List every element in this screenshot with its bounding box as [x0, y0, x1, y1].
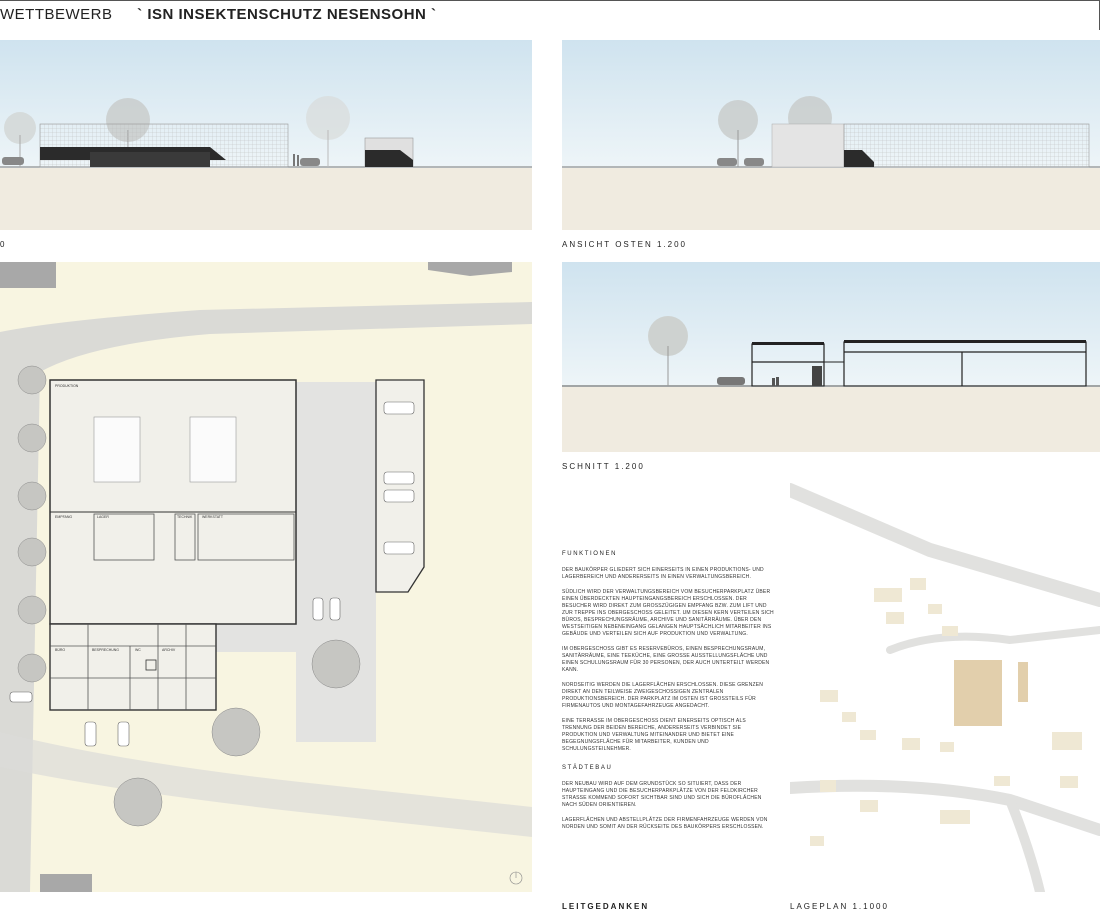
car [717, 158, 737, 166]
rack-block [190, 417, 236, 482]
caption-elevation-east: ANSICHT OSTEN 1.200 [562, 240, 687, 249]
building-facade [844, 124, 1089, 167]
elevation-east [562, 40, 1100, 230]
text-column [562, 551, 774, 839]
room-label: LAGER [97, 515, 109, 519]
room-label: BÜRO [55, 648, 66, 652]
paragraph: LAGERFLÄCHEN UND ABSTELLPLÄTZE DER FIRMENFAHRZEUGE WERDEN VON NORDEN UND SOMIT AN DER RÜCKSEITE DES BAUKÖRPERS ERSCHLOSSEN. [562, 817, 768, 830]
room-label: WERKSTATT [202, 515, 224, 519]
neighbour-building [40, 874, 92, 892]
production-hall [50, 380, 296, 624]
paragraph: SÜDLICH WIRD DER VERWALTUNGSBEREICH VOM BESUCHERPARKPLATZ ÜBER EINEN ÜBERDECKTEN HAUPTEINGANGSBEREICH ERSCHLOSSEN. DER BESUCHER WIRD DIREKT ZUM GROSSZÜGIGEN EMPFANG BZW. ZUM LIFT UND ZUR TREPPE INS OBERGESCHOSS GELEITET. UM DIESEN KERN VERTEILEN SICH BÜROS, BESPRECHUNGSRÄUME, ARCHIVE UND SANITÄRRÄUME. ÜBER DEN WESTSEITIGEN NEBENEINGANG GELANGEN HAUPTSÄCHLICH MITARBEITER INS GEBÄUDE UND VERTEILEN SICH AUF PRODUKTION UND VERWALTUNG. [562, 589, 774, 637]
room-label: EMPFANG [55, 515, 73, 519]
header [0, 6, 437, 26]
functions-heading: FUNKTIONEN [562, 551, 617, 557]
car [2, 157, 24, 165]
paragraph: DER NEUBAU WIRD AUF DEM GRUNDSTÜCK SO SITUIERT, DASS DER HAUPTEINGANG UND DIE BESUCHERPARKPLÄTZE VON DER FELDKIRCHER STRASSE KOMMEND SOFORT SICHTBAR SIND UND SICH DIE BÜROFLÄCHEN NACH SÜDEN ORIENTIEREN. [562, 781, 762, 808]
car [384, 472, 414, 484]
caption-site-plan: LAGEPLAN 1.1000 [790, 902, 889, 911]
section-drawing [562, 262, 1100, 452]
caption-guidelines: LEITGEDANKEN [562, 902, 650, 911]
car [384, 490, 414, 502]
room-label: PRODUKTION [55, 384, 79, 388]
paragraph: EINE TERRASSE IM OBERGESCHOSS DIENT EINERSEITS OPTISCH ALS TRENNUNG DER BEIDEN BEREICHE, ANDERERSEITS VERBINDET SIE PRODUKTION UND VERWALTUNG MITEINANDER UND BIETET EINE BEGEGNUNGSFLÄCHE FÜR MITARBEITER, KUNDEN UND SCHULUNGSTEILNEHMER. [562, 718, 746, 752]
competition-label: WETTBEWERB [0, 6, 113, 23]
car [384, 402, 414, 414]
room-label: ARCHIV [162, 648, 176, 652]
car [384, 542, 414, 554]
paragraph: DER BAUKÖRPER GLIEDERT SICH EINERSEITS IN EINEN PRODUKTIONS- UND LAGERBEREICH UND ANDERERSEITS IN EINEN VERWALTUNGSBEREICH. [562, 567, 764, 580]
site-plan [790, 480, 1100, 892]
paragraph: IM OBERGESCHOSS GIBT ES RESERVEBÜROS, EINEN BESPRECHUNGSRAUM, SANITÄRRÄUME, EINE TEEKÜCHE, EINE GROSSE AUSSTELLUNGSFLÄCHE UND EINEN SCHULUNGSRAUM FÜR 30 PERSONEN, DER AUCH UNTERTEILT WERDEN KANN. [562, 646, 770, 673]
urban-heading: STÄDTEBAU [562, 765, 613, 771]
paragraph: NORDSEITIG WERDEN DIE LAGERFLÄCHEN ERSCHLOSSEN. DIESE GRENZEN DIREKT AN DEN TEILWEISE ZWEIGESCHOSSIGEN ZENTRALEN PRODUKTIONSBEREICH. DER PARKPLATZ IM OSTEN IST GROSSTEILS FÜR FIRMENAUTOS UND MONTAGEFAHRZEUGE ANGEDACHT. [562, 682, 764, 709]
room-label: BESPRECHUNG [92, 648, 120, 652]
car [300, 158, 320, 166]
elevation-west [0, 40, 532, 230]
caption-elevation-west: 0 [0, 240, 7, 249]
neighbour-building [0, 262, 56, 288]
rack-block [94, 417, 140, 482]
project-building [954, 660, 1002, 726]
office-wing [50, 624, 216, 710]
room-label: WC [135, 648, 141, 652]
car [744, 158, 764, 166]
project-building [1018, 662, 1028, 702]
project-title: ` ISN INSEKTENSCHUTZ NESENSOHN ` [137, 6, 437, 23]
car [717, 377, 745, 385]
ground-floor-plan [0, 262, 532, 892]
caption-section: SCHNITT 1.200 [562, 462, 645, 471]
header-rule [0, 0, 1100, 1]
room-label: TECHNIK [177, 515, 193, 519]
